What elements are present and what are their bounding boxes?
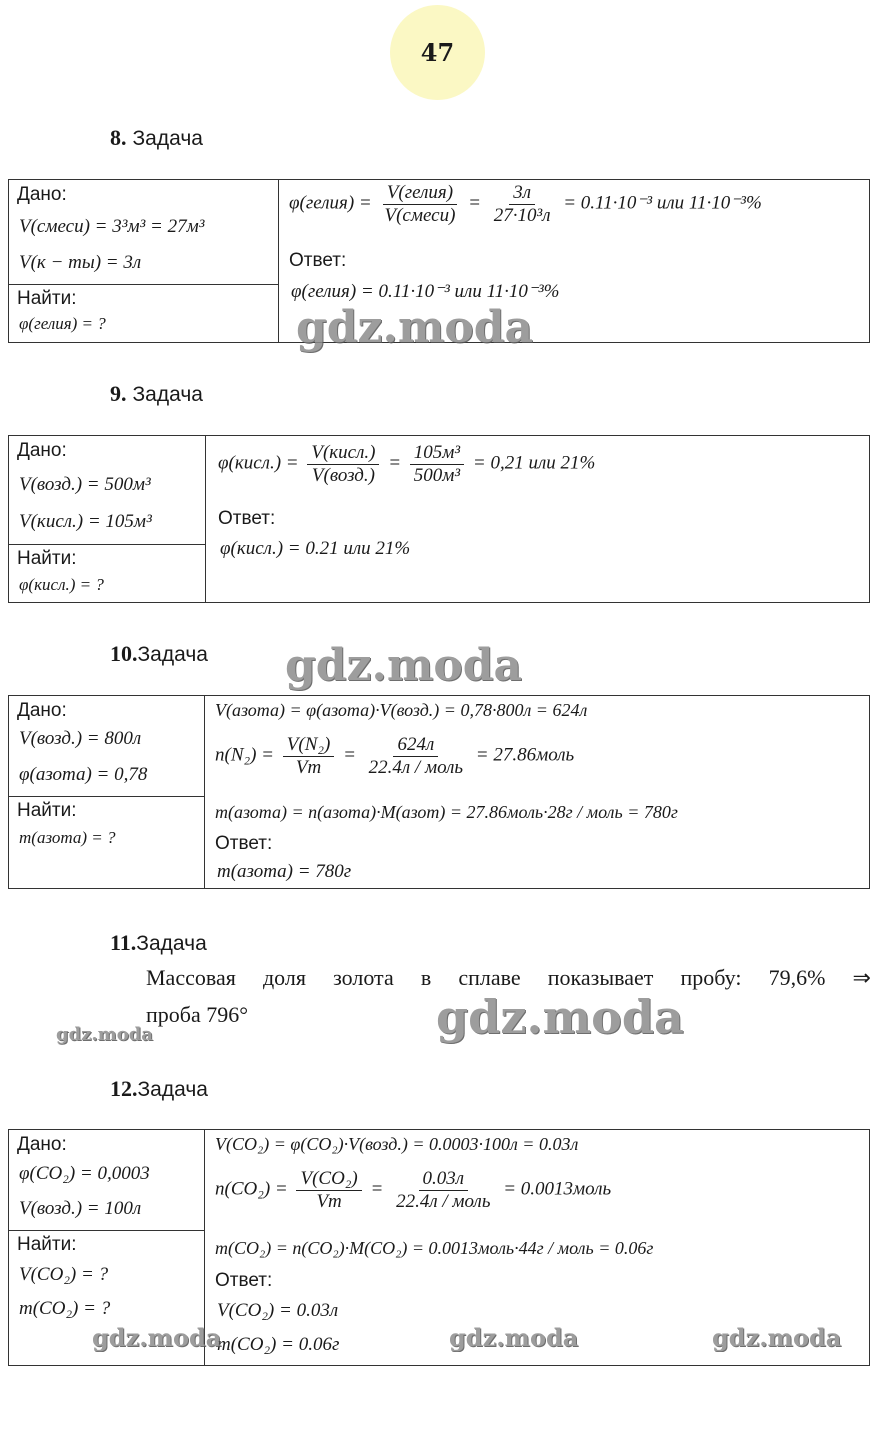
fraction-denominator: 500м³: [413, 464, 461, 486]
equals-sign: =: [343, 744, 356, 766]
solution-line: V(азота) = φ(азота)·V(возд.) = 0,78·800л = 624л: [215, 700, 588, 720]
task8-heading: [110, 125, 203, 151]
fraction-denominator: 27·10³л: [493, 204, 551, 226]
task11-text-line: Массовая доля золота в сплаве показывает пробу: 79,6% ⇒: [146, 965, 871, 990]
find-label: Найти:: [17, 548, 77, 569]
fraction: [410, 442, 464, 487]
solution-formula: [218, 442, 595, 487]
formula-rhs: = 0,21 или 21%: [472, 452, 596, 474]
task9-solution-column: [206, 436, 869, 602]
watermark: gdz.moda: [449, 1323, 579, 1352]
answer-value: φ(кисл.) = 0.21 или 21%: [220, 538, 411, 559]
solution-formula: [215, 734, 574, 779]
task10-solution-column: [205, 696, 869, 888]
answer-value: V(CO₂) = 0.03л: [217, 1300, 339, 1321]
given-value: V(смеси) = 3³м³ = 27м³: [19, 216, 205, 237]
given-value: φ(CO₂) = 0,0003: [19, 1163, 150, 1184]
solution-formula: [215, 1168, 611, 1213]
formula-lhs: φ(гелия) =: [289, 192, 372, 214]
task10-given-section: [9, 696, 204, 797]
task12-given-section: [9, 1130, 204, 1231]
formula-lhs: φ(кисл.) =: [218, 452, 299, 474]
task9-title: Задача: [132, 383, 203, 406]
fraction: [296, 1168, 361, 1213]
task10-find-section: [9, 796, 204, 888]
solution-line: m(CO₂) = n(CO₂)·M(CO₂) = 0.0013моль·44г / моль = 0.06г: [215, 1238, 654, 1258]
find-value: φ(кисл.) = ?: [19, 575, 104, 594]
watermark: gdz.moda: [285, 640, 523, 691]
fraction: [307, 442, 379, 487]
task9-given-column: [9, 436, 206, 602]
watermark: gdz.moda: [712, 1323, 842, 1352]
equals-sign: =: [468, 192, 481, 214]
fraction-numerator: V(кисл.): [307, 442, 379, 465]
fraction: [283, 734, 335, 779]
page-number-badge: [390, 5, 485, 100]
fraction-numerator: V(гелия): [383, 182, 457, 205]
task9-number: 9.: [110, 381, 127, 406]
answer-value: m(CO₂) = 0.06г: [217, 1334, 340, 1355]
answer-value: φ(гелия) = 0.11·10⁻³ или 11·10⁻³%: [291, 281, 560, 302]
fraction: [365, 734, 467, 779]
find-value: m(азота) = ?: [19, 828, 116, 847]
answer-label: Ответ:: [289, 250, 347, 271]
task10-number: 10.: [110, 641, 138, 666]
equals-sign: =: [388, 452, 402, 474]
find-value: V(CO₂) = ?: [19, 1264, 109, 1285]
given-value: V(возд.) = 800л: [19, 728, 142, 749]
fraction-denominator: Vm: [295, 756, 322, 778]
answer-label: Ответ:: [215, 833, 273, 854]
fraction-denominator: V(возд.): [311, 464, 375, 486]
task11-title: Задача: [136, 932, 207, 955]
answer-label: Ответ:: [215, 1270, 273, 1291]
fraction-denominator: Vm: [316, 1190, 342, 1212]
find-value: m(CO₂) = ?: [19, 1298, 111, 1319]
given-value: V(кисл.) = 105м³: [19, 511, 152, 532]
fraction-numerator: 0.03л: [419, 1168, 469, 1191]
given-value: V(возд.) = 500м³: [19, 474, 151, 495]
task8-title: Задача: [132, 127, 203, 150]
task10-heading: [110, 641, 208, 667]
formula-rhs: = 0.11·10⁻³ или 11·10⁻³%: [563, 192, 762, 214]
watermark: gdz.moda: [296, 302, 534, 353]
fraction: [380, 182, 459, 227]
task8-given-section: [9, 180, 278, 285]
fraction-numerator: 624л: [393, 734, 438, 757]
task8-find-section: [9, 284, 278, 342]
fraction-numerator: 3л: [509, 182, 535, 205]
given-label: Дано:: [17, 440, 67, 461]
given-value: φ(азота) = 0,78: [19, 764, 148, 785]
find-label: Найти:: [17, 1234, 77, 1255]
task12-title: Задача: [137, 1078, 208, 1101]
find-label: Найти:: [17, 800, 77, 821]
solution-formula: [289, 182, 762, 227]
task9-table: [8, 435, 870, 603]
formula-lhs: n(CO₂) =: [215, 1178, 288, 1200]
find-label: Найти:: [17, 288, 77, 309]
fraction: [392, 1168, 494, 1213]
task9-find-section: [9, 544, 205, 602]
task10-table: [8, 695, 870, 889]
formula-rhs: = 27.86моль: [475, 744, 575, 766]
task11-text-line: проба 796°: [146, 1002, 249, 1027]
watermark: gdz.moda: [56, 1024, 153, 1045]
watermark: gdz.moda: [436, 990, 684, 1044]
given-label: Дано:: [17, 700, 67, 721]
fraction-denominator: 22.4л / моль: [396, 1190, 491, 1212]
page-number: 47: [420, 38, 455, 67]
given-label: Дано:: [17, 1134, 67, 1155]
task8-given-column: [9, 180, 279, 342]
task10-given-column: [9, 696, 205, 888]
formula-lhs: n(N₂) =: [215, 744, 275, 766]
given-label: Дано:: [17, 184, 67, 205]
solution-line: V(CO₂) = φ(CO₂)·V(возд.) = 0.0003·100л = 0.03л: [215, 1134, 579, 1154]
task10-title: Задача: [137, 643, 208, 666]
find-value: φ(гелия) = ?: [19, 314, 106, 333]
fraction-numerator: 105м³: [410, 442, 464, 465]
task9-heading: [110, 381, 203, 407]
answer-value: m(азота) = 780г: [217, 861, 352, 882]
solution-line: m(азота) = n(азота)·M(азот) = 27.86моль·28г / моль = 780г: [215, 802, 678, 822]
given-value: V(возд.) = 100л: [19, 1198, 142, 1219]
fraction-denominator: V(смеси): [384, 204, 456, 226]
fraction: [490, 182, 555, 227]
task12-heading: [110, 1076, 208, 1102]
task12-number: 12.: [110, 1076, 138, 1101]
given-value: V(к − ты) = 3л: [19, 252, 142, 273]
watermark: gdz.moda: [92, 1323, 222, 1352]
fraction-numerator: V(CO₂): [296, 1168, 361, 1191]
task9-given-section: [9, 436, 205, 545]
formula-rhs: = 0.0013моль: [503, 1178, 612, 1200]
task11-heading: [110, 930, 207, 956]
fraction-numerator: V(N₂): [283, 734, 335, 757]
answer-label: Ответ:: [218, 508, 276, 529]
fraction-denominator: 22.4л / моль: [368, 756, 464, 778]
task11-number: 11.: [110, 930, 137, 955]
task8-number: 8.: [110, 125, 127, 150]
equals-sign: =: [370, 1178, 384, 1200]
